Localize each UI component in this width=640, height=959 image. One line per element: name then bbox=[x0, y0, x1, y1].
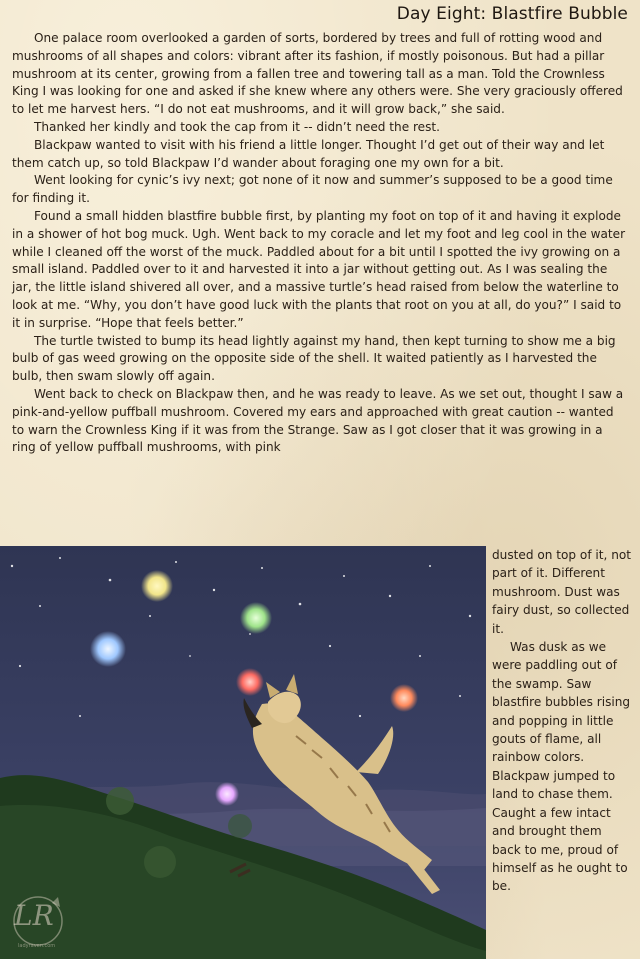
bush bbox=[228, 814, 252, 838]
bubble-orange bbox=[390, 684, 418, 712]
bubble-yellow bbox=[141, 570, 173, 602]
paragraph: One palace room overlooked a garden of sorts, bordered by trees and full of rotting wood and mushrooms of all shapes and colors: vibrant after its fashion, if mostly poisonous. But had a pillar mushroom at its center, growing from a fallen tree and towering tall as a man. Told the Crownless King I was looking for one and asked if she knew where any others were. She very graciously offered to let me harvest hers. “I do not eat mushrooms, and it will grow back,” she said. bbox=[12, 31, 623, 117]
logo-url: ladyraven.com bbox=[18, 943, 56, 949]
bubble-green bbox=[240, 602, 272, 634]
paragraph: Was dusk as we were paddling out of the swamp. Saw blastfire bubbles rising and popping in little gouts of flame, all rainbow colors. Blackpaw jumped to land to chase them. Caught a few intact and brought them back to me, proud of himself as he ought to be. bbox=[492, 640, 631, 894]
journal-text bbox=[12, 30, 626, 457]
bush bbox=[106, 787, 134, 815]
side-column-text bbox=[492, 546, 632, 896]
paragraph: Went back to check on Blackpaw then, and he was ready to leave. As we set out, thought I saw a pink-and-yellow puffball mushroom. Covered my ears and approached with great caution -- wanted to warn the Crownless King if it was from the Strange. Saw as I got closer that it was growing in a ring of yellow puffball mushrooms, with pink bbox=[12, 386, 624, 455]
bubble-red bbox=[236, 668, 264, 696]
paragraph: dusted on top of it, not part of it. Different mushroom. Dust was fairy dust, so collected it. bbox=[492, 548, 632, 636]
paragraph: Thanked her kindly and took the cap from it -- didn’t need the rest. bbox=[34, 119, 441, 134]
paragraph: Found a small hidden blastfire bubble first, by planting my foot on top of it and having it explode in a shower of hot bog muck. Ugh. Went back to my coracle and let my foot and leg cool in the water while I cleaned off the worst of the muck. Paddled about for a bit until I spotted the ivy growing on a small island. Paddled over to it and harvested it into a jar without getting out. As I was sealing the jar, the little island shivered all over, and a massive turtle’s head raised from below the waterline to look at me. “Why, you don’t have good luck with the plants that root on you at all, do you?” I said to it in surprise. “Hope that feels better.” bbox=[12, 208, 626, 330]
bush bbox=[144, 846, 176, 878]
page-title: Day Eight: Blastfire Bubble bbox=[396, 4, 628, 24]
paragraph: Blackpaw wanted to visit with his friend a little longer. Thought I’d get out of their way and let them catch up, so told Blackpaw I’d wander about foraging one my own for a bit. bbox=[12, 137, 605, 170]
artist-signature-logo bbox=[10, 893, 74, 953]
bubble-purple bbox=[215, 782, 239, 806]
paragraph: Went looking for cynic’s ivy next; got none of it now and summer’s supposed to be a good time for finding it. bbox=[12, 173, 613, 206]
bubble-blue bbox=[90, 631, 126, 667]
paragraph: The turtle twisted to bump its head lightly against my hand, then kept turning to show me a big bulb of gas weed growing on the opposite side of the shell. It waited patiently as I harvested the bulb, then swam slowly off again. bbox=[12, 333, 616, 384]
logo-mark: LR bbox=[14, 899, 54, 932]
